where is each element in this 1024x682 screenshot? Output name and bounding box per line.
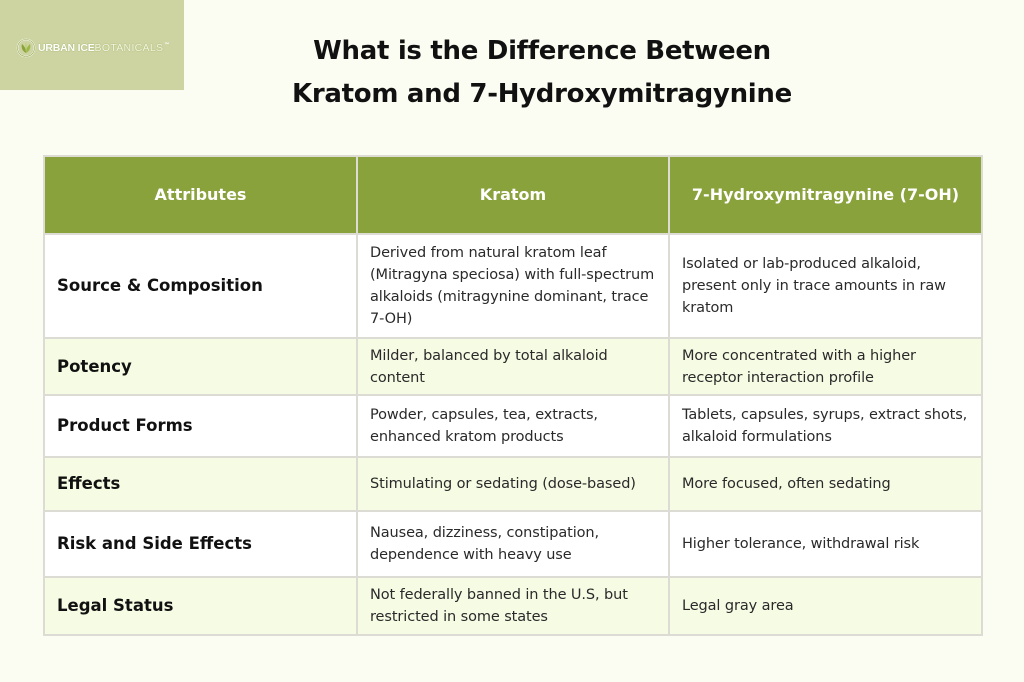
row-kratom-value: Derived from natural kratom leaf (Mitragyna speciosa) with full-spectrum alkaloids (mitragynine dominant, trace 7-OH) <box>357 234 669 338</box>
row-attribute: Legal Status <box>44 577 357 635</box>
row-attribute: Product Forms <box>44 395 357 457</box>
table-row <box>44 577 982 635</box>
header-attributes: Attributes <box>44 156 357 234</box>
row-attribute: Effects <box>44 457 357 511</box>
comparison-table <box>43 155 983 636</box>
row-kratom-value: Powder, capsules, tea, extracts, enhanced kratom products <box>357 395 669 457</box>
table-row <box>44 457 982 511</box>
table-row <box>44 511 982 577</box>
row-7oh-value: Isolated or lab-produced alkaloid, present only in trace amounts in raw kratom <box>669 234 982 338</box>
row-attribute: Source & Composition <box>44 234 357 338</box>
brand-logo[interactable] <box>16 38 169 58</box>
table-row <box>44 338 982 395</box>
row-7oh-value: Legal gray area <box>669 577 982 635</box>
page-title-line-1: What is the Difference Between <box>313 36 771 66</box>
brand-name <box>38 43 169 54</box>
comparison-table-container <box>43 155 981 636</box>
brand-logo-panel <box>0 0 184 90</box>
row-kratom-value: Stimulating or sedating (dose-based) <box>357 457 669 511</box>
row-kratom-value: Nausea, dizziness, constipation, dependence with heavy use <box>357 511 669 577</box>
row-attribute: Potency <box>44 338 357 395</box>
page-title-line-2: Kratom and 7-Hydroxymitragynine <box>292 79 792 109</box>
row-7oh-value: More concentrated with a higher receptor interaction profile <box>669 338 982 395</box>
row-attribute: Risk and Side Effects <box>44 511 357 577</box>
table-header-row <box>44 156 982 234</box>
row-7oh-value: Tablets, capsules, syrups, extract shots, alkaloid formulations <box>669 395 982 457</box>
trademark-symbol: ™ <box>164 41 170 48</box>
page-title <box>200 30 884 116</box>
leaf-circle-icon <box>16 38 36 58</box>
table-row <box>44 395 982 457</box>
header-7oh: 7-Hydroxymitragynine (7-OH) <box>669 156 982 234</box>
row-7oh-value: More focused, often sedating <box>669 457 982 511</box>
table-row <box>44 234 982 338</box>
row-7oh-value: Higher tolerance, withdrawal risk <box>669 511 982 577</box>
row-kratom-value: Not federally banned in the U.S, but restricted in some states <box>357 577 669 635</box>
row-kratom-value: Milder, balanced by total alkaloid content <box>357 338 669 395</box>
brand-name-part1: URBAN ICE <box>38 41 95 54</box>
header-kratom: Kratom <box>357 156 669 234</box>
brand-name-part2: BOTANICALS <box>94 41 164 54</box>
